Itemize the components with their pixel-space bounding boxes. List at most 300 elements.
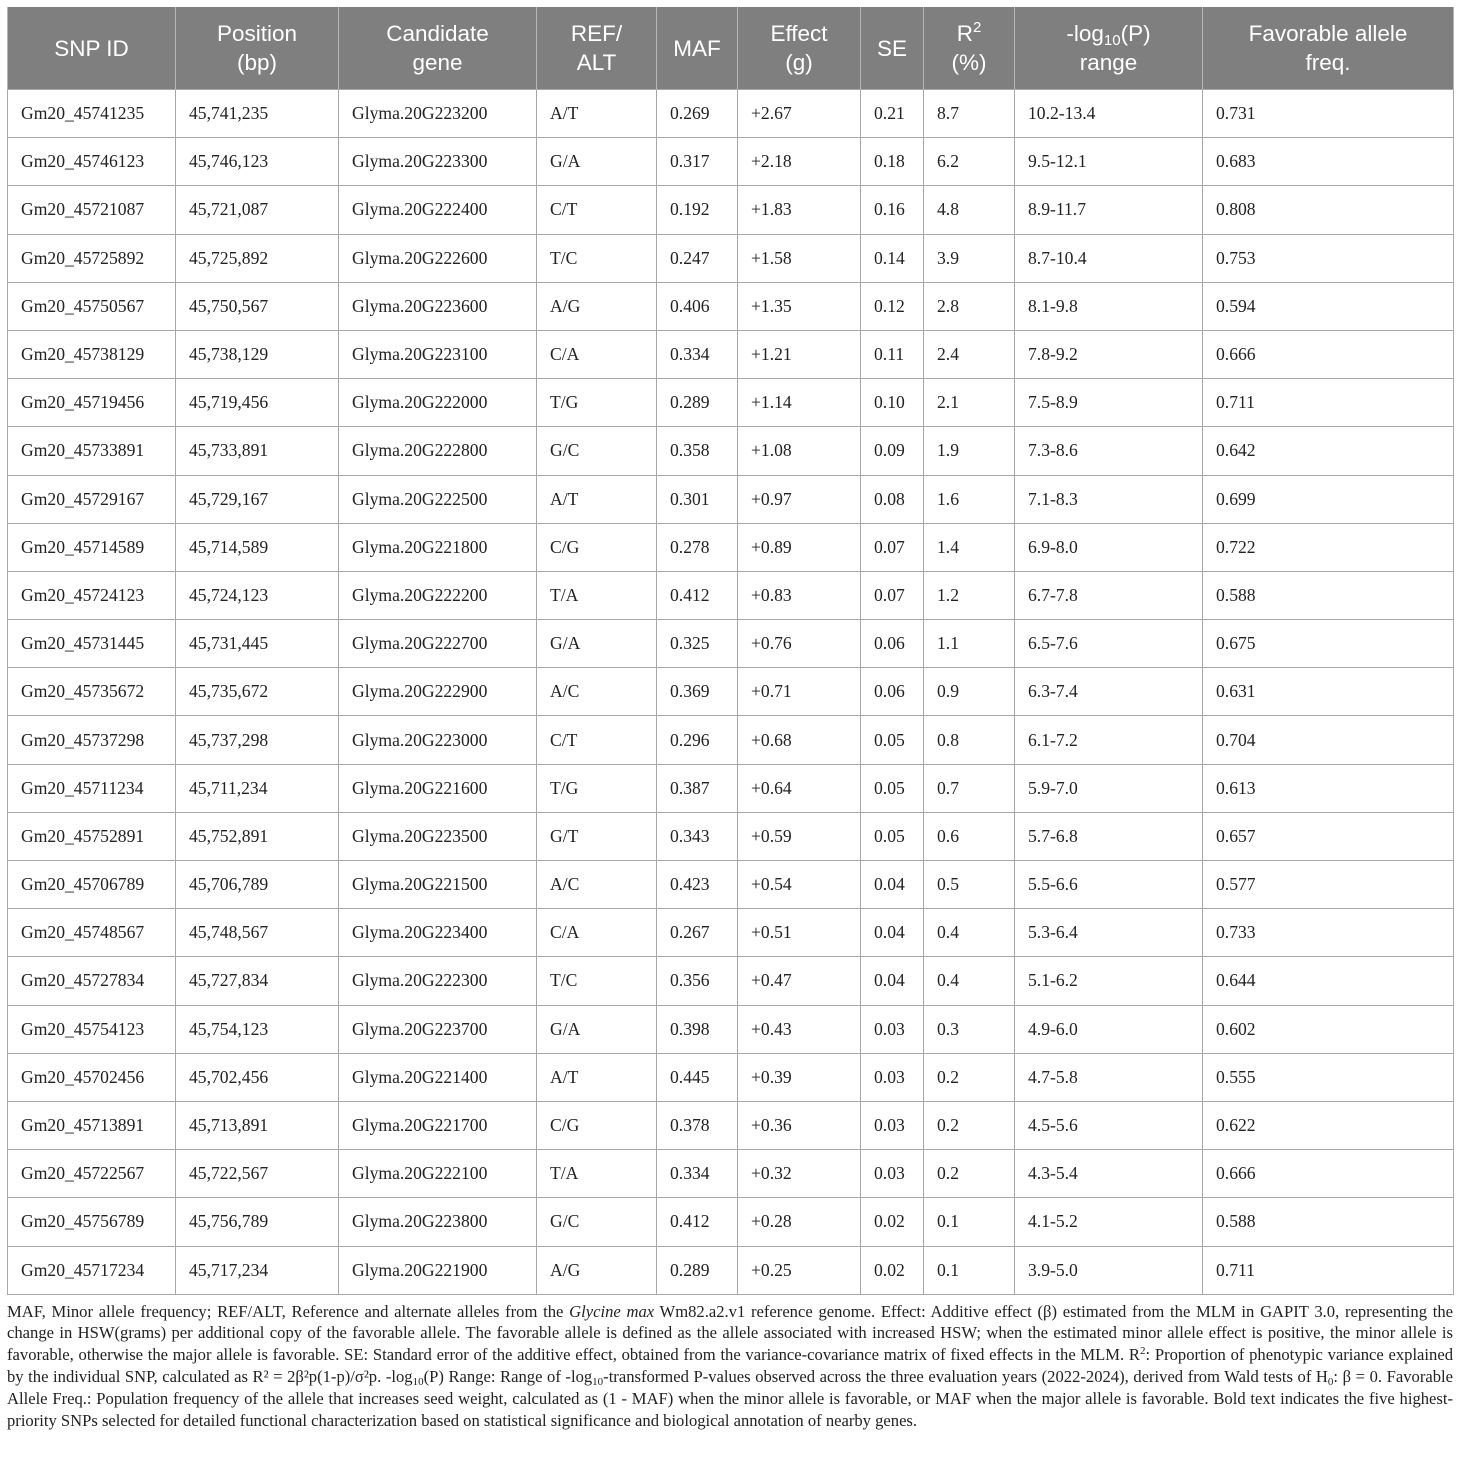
cell-r2: 1.1 bbox=[924, 620, 1015, 668]
cell-se: 0.06 bbox=[861, 620, 924, 668]
cell-position: 45,752,891 bbox=[176, 812, 339, 860]
table-row bbox=[8, 186, 1454, 234]
table-row bbox=[8, 523, 1454, 571]
cell-favorable-allele-freq: 0.704 bbox=[1203, 716, 1454, 764]
table-figure bbox=[7, 7, 1453, 1431]
cell-r2: 2.8 bbox=[924, 282, 1015, 330]
cell-candidate-gene: Glyma.20G223300 bbox=[339, 138, 537, 186]
cell-candidate-gene: Glyma.20G223600 bbox=[339, 282, 537, 330]
cell-r2: 0.7 bbox=[924, 764, 1015, 812]
cell-maf: 0.358 bbox=[657, 427, 738, 475]
cell-se: 0.05 bbox=[861, 764, 924, 812]
cell-effect: +1.21 bbox=[738, 330, 861, 378]
footnote-text: Wm82.a2.v1 reference genome. Effect: Additive effect (β) estimated from the MLM in GAPIT 3.0, representing the change in HSW(grams) per additional copy of the favorable allele. The favorable allele is defined as the allele associated with increased HSW; when the estimated minor allele effect is positive, the minor allele is favorable, otherwise the major allele is favorable. SE: Standard error of the additive effect, obtained from the variance-covariance matrix of fixed effects in the MLM. R bbox=[7, 1301, 1454, 1365]
cell-favorable-allele-freq: 0.683 bbox=[1203, 138, 1454, 186]
cell-candidate-gene: Glyma.20G222800 bbox=[339, 427, 537, 475]
cell-favorable-allele-freq: 0.666 bbox=[1203, 330, 1454, 378]
cell-se: 0.03 bbox=[861, 1053, 924, 1101]
cell-snp-id: Gm20_45746123 bbox=[8, 138, 176, 186]
cell-maf: 0.247 bbox=[657, 234, 738, 282]
cell-effect: +0.47 bbox=[738, 957, 861, 1005]
cell-log-p-range: 6.7-7.8 bbox=[1015, 571, 1203, 619]
footnote-text: : Proportion of phenotypic variance explained by the individual SNP, calculated as R² = 2β²p(1-p)/σ²p. -log bbox=[7, 1345, 1453, 1387]
cell-log-p-range: 4.9-6.0 bbox=[1015, 1005, 1203, 1053]
cell-maf: 0.296 bbox=[657, 716, 738, 764]
cell-r2: 0.8 bbox=[924, 716, 1015, 764]
cell-candidate-gene: Glyma.20G221700 bbox=[339, 1101, 537, 1149]
cell-position: 45,711,234 bbox=[176, 764, 339, 812]
cell-ref-alt: G/A bbox=[537, 138, 657, 186]
cell-position: 45,746,123 bbox=[176, 138, 339, 186]
cell-effect: +2.18 bbox=[738, 138, 861, 186]
cell-log-p-range: 7.5-8.9 bbox=[1015, 379, 1203, 427]
cell-ref-alt: C/T bbox=[537, 186, 657, 234]
cell-maf: 0.192 bbox=[657, 186, 738, 234]
cell-se: 0.03 bbox=[861, 1005, 924, 1053]
cell-position: 45,724,123 bbox=[176, 571, 339, 619]
cell-log-p-range: 4.1-5.2 bbox=[1015, 1198, 1203, 1246]
cell-candidate-gene: Glyma.20G222200 bbox=[339, 571, 537, 619]
cell-log-p-range: 7.3-8.6 bbox=[1015, 427, 1203, 475]
cell-position: 45,719,456 bbox=[176, 379, 339, 427]
cell-candidate-gene: Glyma.20G222400 bbox=[339, 186, 537, 234]
cell-se: 0.07 bbox=[861, 571, 924, 619]
species-name: Glycine max bbox=[569, 1301, 655, 1321]
cell-maf: 0.412 bbox=[657, 1198, 738, 1246]
cell-log-p-range: 5.9-7.0 bbox=[1015, 764, 1203, 812]
cell-snp-id: Gm20_45735672 bbox=[8, 668, 176, 716]
cell-favorable-allele-freq: 0.642 bbox=[1203, 427, 1454, 475]
cell-maf: 0.317 bbox=[657, 138, 738, 186]
table-row bbox=[8, 1053, 1454, 1101]
cell-log-p-range: 3.9-5.0 bbox=[1015, 1246, 1203, 1294]
cell-effect: +2.67 bbox=[738, 90, 861, 138]
cell-maf: 0.267 bbox=[657, 909, 738, 957]
cell-log-p-range: 4.5-5.6 bbox=[1015, 1101, 1203, 1149]
cell-maf: 0.412 bbox=[657, 571, 738, 619]
cell-log-p-range: 5.3-6.4 bbox=[1015, 909, 1203, 957]
cell-snp-id: Gm20_45729167 bbox=[8, 475, 176, 523]
cell-favorable-allele-freq: 0.588 bbox=[1203, 1198, 1454, 1246]
cell-candidate-gene: Glyma.20G221900 bbox=[339, 1246, 537, 1294]
cell-candidate-gene: Glyma.20G222100 bbox=[339, 1150, 537, 1198]
cell-position: 45,713,891 bbox=[176, 1101, 339, 1149]
cell-candidate-gene: Glyma.20G223800 bbox=[339, 1198, 537, 1246]
cell-log-p-range: 5.7-6.8 bbox=[1015, 812, 1203, 860]
table-row bbox=[8, 138, 1454, 186]
cell-ref-alt: A/G bbox=[537, 282, 657, 330]
cell-candidate-gene: Glyma.20G223700 bbox=[339, 1005, 537, 1053]
cell-ref-alt: T/G bbox=[537, 764, 657, 812]
snp-table bbox=[7, 7, 1454, 1295]
table-row bbox=[8, 475, 1454, 523]
footnote-text: -transformed P-values observed across the three evaluation years (2022-2024), derived from Wald tests of H bbox=[603, 1367, 1328, 1387]
cell-se: 0.12 bbox=[861, 282, 924, 330]
header-candidate-gene: Candidate gene bbox=[339, 7, 537, 90]
cell-log-p-range: 5.5-6.6 bbox=[1015, 861, 1203, 909]
cell-position: 45,754,123 bbox=[176, 1005, 339, 1053]
cell-snp-id: Gm20_45711234 bbox=[8, 764, 176, 812]
cell-r2: 0.2 bbox=[924, 1053, 1015, 1101]
cell-snp-id: Gm20_45741235 bbox=[8, 90, 176, 138]
cell-r2: 0.1 bbox=[924, 1198, 1015, 1246]
table-row bbox=[8, 282, 1454, 330]
cell-maf: 0.387 bbox=[657, 764, 738, 812]
cell-maf: 0.398 bbox=[657, 1005, 738, 1053]
table-row bbox=[8, 1005, 1454, 1053]
cell-log-p-range: 7.1-8.3 bbox=[1015, 475, 1203, 523]
table-row bbox=[8, 909, 1454, 957]
cell-ref-alt: G/A bbox=[537, 1005, 657, 1053]
table-row bbox=[8, 1198, 1454, 1246]
cell-r2: 1.6 bbox=[924, 475, 1015, 523]
cell-position: 45,733,891 bbox=[176, 427, 339, 475]
cell-position: 45,737,298 bbox=[176, 716, 339, 764]
cell-ref-alt: A/T bbox=[537, 90, 657, 138]
cell-favorable-allele-freq: 0.711 bbox=[1203, 1246, 1454, 1294]
cell-maf: 0.278 bbox=[657, 523, 738, 571]
cell-log-p-range: 5.1-6.2 bbox=[1015, 957, 1203, 1005]
cell-snp-id: Gm20_45713891 bbox=[8, 1101, 176, 1149]
cell-log-p-range: 8.1-9.8 bbox=[1015, 282, 1203, 330]
cell-log-p-range: 4.7-5.8 bbox=[1015, 1053, 1203, 1101]
cell-ref-alt: C/G bbox=[537, 523, 657, 571]
superscript: 2 bbox=[1140, 1345, 1146, 1358]
table-row bbox=[8, 861, 1454, 909]
cell-candidate-gene: Glyma.20G221800 bbox=[339, 523, 537, 571]
cell-snp-id: Gm20_45722567 bbox=[8, 1150, 176, 1198]
cell-se: 0.04 bbox=[861, 957, 924, 1005]
cell-position: 45,738,129 bbox=[176, 330, 339, 378]
cell-favorable-allele-freq: 0.622 bbox=[1203, 1101, 1454, 1149]
cell-r2: 0.2 bbox=[924, 1101, 1015, 1149]
cell-favorable-allele-freq: 0.711 bbox=[1203, 379, 1454, 427]
cell-r2: 8.7 bbox=[924, 90, 1015, 138]
cell-snp-id: Gm20_45737298 bbox=[8, 716, 176, 764]
cell-ref-alt: G/C bbox=[537, 1198, 657, 1246]
cell-position: 45,721,087 bbox=[176, 186, 339, 234]
cell-maf: 0.269 bbox=[657, 90, 738, 138]
cell-effect: +0.71 bbox=[738, 668, 861, 716]
cell-effect: +0.43 bbox=[738, 1005, 861, 1053]
cell-snp-id: Gm20_45724123 bbox=[8, 571, 176, 619]
cell-snp-id: Gm20_45714589 bbox=[8, 523, 176, 571]
cell-log-p-range: 8.9-11.7 bbox=[1015, 186, 1203, 234]
cell-snp-id: Gm20_45721087 bbox=[8, 186, 176, 234]
cell-favorable-allele-freq: 0.577 bbox=[1203, 861, 1454, 909]
cell-se: 0.05 bbox=[861, 716, 924, 764]
cell-se: 0.18 bbox=[861, 138, 924, 186]
cell-position: 45,748,567 bbox=[176, 909, 339, 957]
header-log-p-range: $-\log_{10}(P)$ range bbox=[1015, 7, 1203, 90]
cell-position: 45,722,567 bbox=[176, 1150, 339, 1198]
table-body bbox=[8, 90, 1454, 1295]
cell-favorable-allele-freq: 0.699 bbox=[1203, 475, 1454, 523]
cell-log-p-range: 6.5-7.6 bbox=[1015, 620, 1203, 668]
cell-se: 0.08 bbox=[861, 475, 924, 523]
cell-effect: +1.83 bbox=[738, 186, 861, 234]
cell-maf: 0.445 bbox=[657, 1053, 738, 1101]
table-row bbox=[8, 90, 1454, 138]
cell-effect: +0.39 bbox=[738, 1053, 861, 1101]
cell-favorable-allele-freq: 0.613 bbox=[1203, 764, 1454, 812]
cell-ref-alt: T/G bbox=[537, 379, 657, 427]
table-row bbox=[8, 379, 1454, 427]
cell-effect: +0.54 bbox=[738, 861, 861, 909]
cell-se: 0.02 bbox=[861, 1198, 924, 1246]
subscript: 0 bbox=[1327, 1376, 1334, 1389]
cell-effect: +0.97 bbox=[738, 475, 861, 523]
cell-maf: 0.343 bbox=[657, 812, 738, 860]
header-ref-alt: REF/ ALT bbox=[537, 7, 657, 90]
cell-favorable-allele-freq: 0.555 bbox=[1203, 1053, 1454, 1101]
cell-r2: 2.4 bbox=[924, 330, 1015, 378]
cell-ref-alt: C/A bbox=[537, 909, 657, 957]
cell-se: 0.04 bbox=[861, 909, 924, 957]
subscript: 10 bbox=[412, 1376, 424, 1389]
cell-se: 0.07 bbox=[861, 523, 924, 571]
cell-effect: +1.14 bbox=[738, 379, 861, 427]
cell-snp-id: Gm20_45719456 bbox=[8, 379, 176, 427]
table-row bbox=[8, 1101, 1454, 1149]
cell-maf: 0.289 bbox=[657, 379, 738, 427]
cell-snp-id: Gm20_45733891 bbox=[8, 427, 176, 475]
header-position: Position (bp) bbox=[176, 7, 339, 90]
cell-favorable-allele-freq: 0.675 bbox=[1203, 620, 1454, 668]
cell-position: 45,729,167 bbox=[176, 475, 339, 523]
cell-snp-id: Gm20_45717234 bbox=[8, 1246, 176, 1294]
cell-favorable-allele-freq: 0.733 bbox=[1203, 909, 1454, 957]
cell-snp-id: Gm20_45731445 bbox=[8, 620, 176, 668]
cell-ref-alt: C/G bbox=[537, 1101, 657, 1149]
cell-se: 0.09 bbox=[861, 427, 924, 475]
table-row bbox=[8, 764, 1454, 812]
cell-se: 0.06 bbox=[861, 668, 924, 716]
cell-snp-id: Gm20_45727834 bbox=[8, 957, 176, 1005]
cell-effect: +0.68 bbox=[738, 716, 861, 764]
cell-log-p-range: 10.2-13.4 bbox=[1015, 90, 1203, 138]
cell-position: 45,727,834 bbox=[176, 957, 339, 1005]
cell-snp-id: Gm20_45725892 bbox=[8, 234, 176, 282]
table-row bbox=[8, 330, 1454, 378]
cell-r2: 1.2 bbox=[924, 571, 1015, 619]
cell-position: 45,702,456 bbox=[176, 1053, 339, 1101]
cell-r2: 1.9 bbox=[924, 427, 1015, 475]
cell-favorable-allele-freq: 0.631 bbox=[1203, 668, 1454, 716]
cell-effect: +0.28 bbox=[738, 1198, 861, 1246]
cell-candidate-gene: Glyma.20G222700 bbox=[339, 620, 537, 668]
cell-snp-id: Gm20_45754123 bbox=[8, 1005, 176, 1053]
cell-favorable-allele-freq: 0.753 bbox=[1203, 234, 1454, 282]
cell-maf: 0.378 bbox=[657, 1101, 738, 1149]
table-row bbox=[8, 234, 1454, 282]
header-effect: Effect (g) bbox=[738, 7, 861, 90]
table-row bbox=[8, 571, 1454, 619]
cell-position: 45,750,567 bbox=[176, 282, 339, 330]
cell-effect: +0.83 bbox=[738, 571, 861, 619]
cell-favorable-allele-freq: 0.602 bbox=[1203, 1005, 1454, 1053]
cell-position: 45,714,589 bbox=[176, 523, 339, 571]
cell-ref-alt: A/T bbox=[537, 475, 657, 523]
cell-r2: 2.1 bbox=[924, 379, 1015, 427]
header-favorable-allele-freq: Favorable allele freq. bbox=[1203, 7, 1454, 90]
cell-ref-alt: G/T bbox=[537, 812, 657, 860]
cell-se: 0.11 bbox=[861, 330, 924, 378]
table-row bbox=[8, 1150, 1454, 1198]
cell-ref-alt: T/A bbox=[537, 571, 657, 619]
cell-maf: 0.369 bbox=[657, 668, 738, 716]
header-maf: MAF bbox=[657, 7, 738, 90]
cell-candidate-gene: Glyma.20G223200 bbox=[339, 90, 537, 138]
cell-position: 45,731,445 bbox=[176, 620, 339, 668]
cell-favorable-allele-freq: 0.644 bbox=[1203, 957, 1454, 1005]
cell-log-p-range: 9.5-12.1 bbox=[1015, 138, 1203, 186]
cell-r2: 1.4 bbox=[924, 523, 1015, 571]
table-row bbox=[8, 1246, 1454, 1294]
cell-r2: 4.8 bbox=[924, 186, 1015, 234]
cell-se: 0.03 bbox=[861, 1150, 924, 1198]
footnote-text: MAF, Minor allele frequency; REF/ALT, Reference and alternate alleles from the bbox=[7, 1301, 570, 1321]
cell-ref-alt: A/G bbox=[537, 1246, 657, 1294]
cell-maf: 0.423 bbox=[657, 861, 738, 909]
cell-position: 45,717,234 bbox=[176, 1246, 339, 1294]
cell-maf: 0.301 bbox=[657, 475, 738, 523]
cell-r2: 0.5 bbox=[924, 861, 1015, 909]
cell-favorable-allele-freq: 0.657 bbox=[1203, 812, 1454, 860]
cell-r2: 0.4 bbox=[924, 957, 1015, 1005]
header-row bbox=[8, 7, 1454, 90]
cell-candidate-gene: Glyma.20G221400 bbox=[339, 1053, 537, 1101]
cell-candidate-gene: Glyma.20G221500 bbox=[339, 861, 537, 909]
cell-maf: 0.406 bbox=[657, 282, 738, 330]
cell-se: 0.03 bbox=[861, 1101, 924, 1149]
cell-se: 0.02 bbox=[861, 1246, 924, 1294]
cell-candidate-gene: Glyma.20G223500 bbox=[339, 812, 537, 860]
cell-ref-alt: T/C bbox=[537, 957, 657, 1005]
cell-snp-id: Gm20_45702456 bbox=[8, 1053, 176, 1101]
cell-r2: 0.4 bbox=[924, 909, 1015, 957]
cell-r2: 0.2 bbox=[924, 1150, 1015, 1198]
cell-log-p-range: 8.7-10.4 bbox=[1015, 234, 1203, 282]
cell-position: 45,756,789 bbox=[176, 1198, 339, 1246]
cell-log-p-range: 6.9-8.0 bbox=[1015, 523, 1203, 571]
cell-effect: +0.76 bbox=[738, 620, 861, 668]
table-row bbox=[8, 668, 1454, 716]
cell-effect: +0.89 bbox=[738, 523, 861, 571]
cell-effect: +0.25 bbox=[738, 1246, 861, 1294]
cell-effect: +0.51 bbox=[738, 909, 861, 957]
cell-maf: 0.334 bbox=[657, 330, 738, 378]
cell-position: 45,735,672 bbox=[176, 668, 339, 716]
cell-r2: 0.9 bbox=[924, 668, 1015, 716]
cell-effect: +1.08 bbox=[738, 427, 861, 475]
cell-maf: 0.334 bbox=[657, 1150, 738, 1198]
table-row bbox=[8, 812, 1454, 860]
cell-effect: +0.59 bbox=[738, 812, 861, 860]
cell-effect: +0.32 bbox=[738, 1150, 861, 1198]
header-snp-id: SNP ID bbox=[8, 7, 176, 90]
footnote-text: : β = 0. Favorable Allele Freq.: Population frequency of the allele that increases seed weight, calculated as (1 - MAF) when the minor allele is favorable, or MAF when the major allele is favorable. Bold text indicates the five highest-priority SNPs selected for detailed functional characterization based on statistical significance and biological annotation of nearby genes. bbox=[7, 1367, 1453, 1430]
cell-candidate-gene: Glyma.20G222500 bbox=[339, 475, 537, 523]
cell-snp-id: Gm20_45706789 bbox=[8, 861, 176, 909]
cell-candidate-gene: Glyma.20G221600 bbox=[339, 764, 537, 812]
cell-maf: 0.289 bbox=[657, 1246, 738, 1294]
cell-favorable-allele-freq: 0.722 bbox=[1203, 523, 1454, 571]
table-row bbox=[8, 427, 1454, 475]
cell-candidate-gene: Glyma.20G222000 bbox=[339, 379, 537, 427]
header-r2: $R^2$ (%) bbox=[924, 7, 1015, 90]
cell-favorable-allele-freq: 0.808 bbox=[1203, 186, 1454, 234]
cell-se: 0.21 bbox=[861, 90, 924, 138]
cell-log-p-range: 6.1-7.2 bbox=[1015, 716, 1203, 764]
table-row bbox=[8, 620, 1454, 668]
header-se: SE bbox=[861, 7, 924, 90]
cell-effect: +1.58 bbox=[738, 234, 861, 282]
cell-effect: +0.64 bbox=[738, 764, 861, 812]
cell-maf: 0.325 bbox=[657, 620, 738, 668]
cell-r2: 6.2 bbox=[924, 138, 1015, 186]
cell-snp-id: Gm20_45748567 bbox=[8, 909, 176, 957]
cell-log-p-range: 6.3-7.4 bbox=[1015, 668, 1203, 716]
cell-log-p-range: 4.3-5.4 bbox=[1015, 1150, 1203, 1198]
cell-se: 0.05 bbox=[861, 812, 924, 860]
cell-favorable-allele-freq: 0.588 bbox=[1203, 571, 1454, 619]
cell-ref-alt: G/C bbox=[537, 427, 657, 475]
table-row bbox=[8, 957, 1454, 1005]
cell-candidate-gene: Glyma.20G222600 bbox=[339, 234, 537, 282]
cell-r2: 0.3 bbox=[924, 1005, 1015, 1053]
cell-ref-alt: T/A bbox=[537, 1150, 657, 1198]
cell-effect: +1.35 bbox=[738, 282, 861, 330]
cell-se: 0.16 bbox=[861, 186, 924, 234]
cell-ref-alt: G/A bbox=[537, 620, 657, 668]
cell-ref-alt: T/C bbox=[537, 234, 657, 282]
cell-candidate-gene: Glyma.20G223400 bbox=[339, 909, 537, 957]
cell-favorable-allele-freq: 0.731 bbox=[1203, 90, 1454, 138]
cell-ref-alt: C/A bbox=[537, 330, 657, 378]
cell-r2: 0.6 bbox=[924, 812, 1015, 860]
cell-position: 45,725,892 bbox=[176, 234, 339, 282]
cell-se: 0.04 bbox=[861, 861, 924, 909]
cell-maf: 0.356 bbox=[657, 957, 738, 1005]
cell-log-p-range: 7.8-9.2 bbox=[1015, 330, 1203, 378]
cell-effect: +0.36 bbox=[738, 1101, 861, 1149]
cell-r2: 0.1 bbox=[924, 1246, 1015, 1294]
subscript: 10 bbox=[592, 1376, 604, 1389]
cell-snp-id: Gm20_45738129 bbox=[8, 330, 176, 378]
cell-snp-id: Gm20_45756789 bbox=[8, 1198, 176, 1246]
cell-se: 0.10 bbox=[861, 379, 924, 427]
cell-snp-id: Gm20_45752891 bbox=[8, 812, 176, 860]
footnote-text: (P) Range: Range of -log bbox=[423, 1367, 593, 1387]
cell-ref-alt: A/C bbox=[537, 668, 657, 716]
cell-ref-alt: C/T bbox=[537, 716, 657, 764]
cell-candidate-gene: Glyma.20G223000 bbox=[339, 716, 537, 764]
cell-position: 45,741,235 bbox=[176, 90, 339, 138]
table-row bbox=[8, 716, 1454, 764]
cell-se: 0.14 bbox=[861, 234, 924, 282]
cell-ref-alt: A/C bbox=[537, 861, 657, 909]
cell-favorable-allele-freq: 0.666 bbox=[1203, 1150, 1454, 1198]
cell-r2: 3.9 bbox=[924, 234, 1015, 282]
cell-position: 45,706,789 bbox=[176, 861, 339, 909]
cell-candidate-gene: Glyma.20G222300 bbox=[339, 957, 537, 1005]
cell-candidate-gene: Glyma.20G222900 bbox=[339, 668, 537, 716]
cell-candidate-gene: Glyma.20G223100 bbox=[339, 330, 537, 378]
cell-snp-id: Gm20_45750567 bbox=[8, 282, 176, 330]
cell-favorable-allele-freq: 0.594 bbox=[1203, 282, 1454, 330]
table-footnote bbox=[7, 1301, 1453, 1432]
